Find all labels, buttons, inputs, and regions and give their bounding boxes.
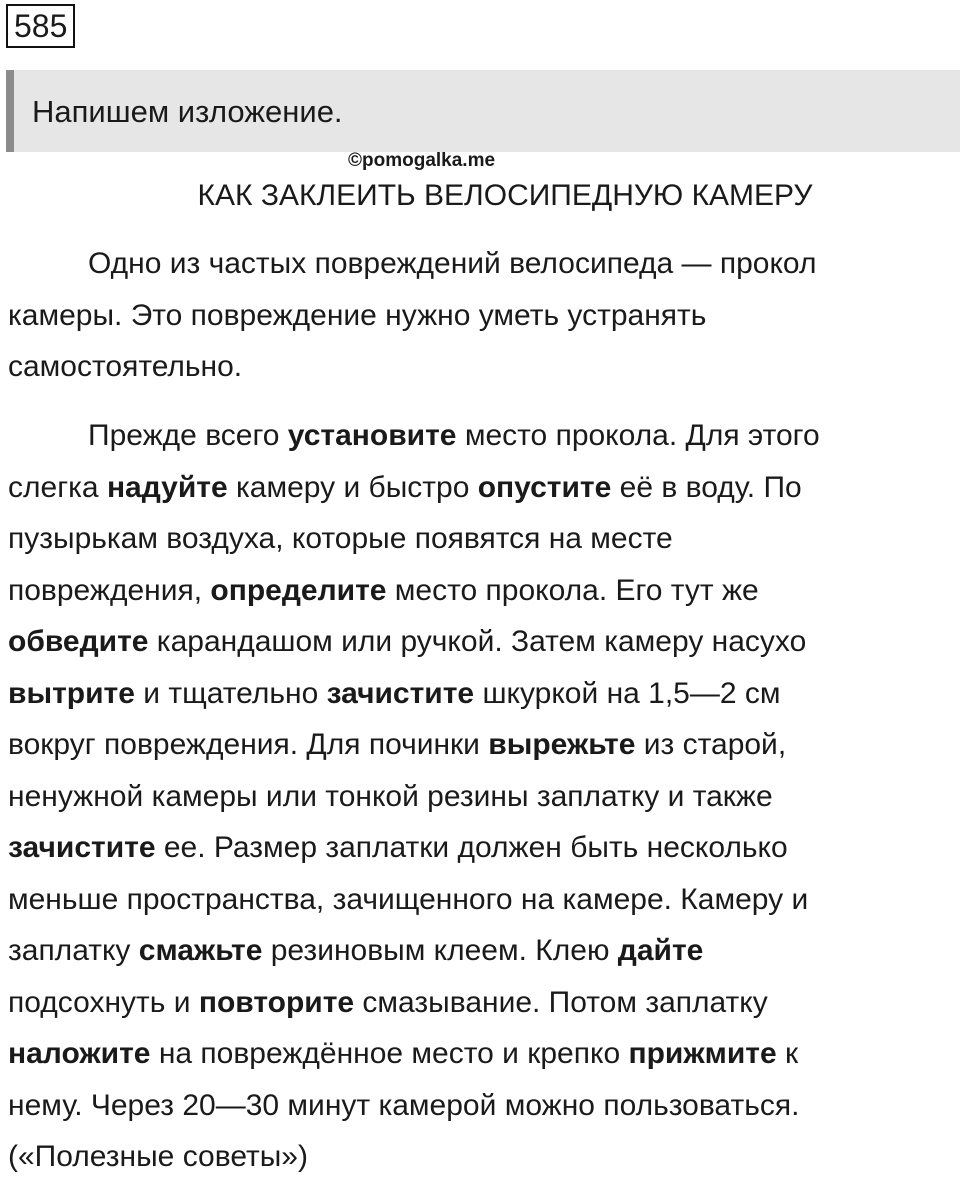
paragraph-1 bbox=[8, 238, 956, 393]
text-line bbox=[8, 925, 956, 977]
text-line bbox=[8, 771, 956, 823]
emphasized-verb: вытрите bbox=[8, 676, 135, 710]
emphasized-verb: вырежьте bbox=[488, 728, 636, 761]
text-line bbox=[8, 1080, 956, 1132]
text-segment: шкуркой на 1,5—2 см bbox=[474, 676, 781, 710]
text-segment: меньше пространства, зачищенного на камере. Камеру и bbox=[8, 882, 809, 916]
text-segment: пузырькам воздуха, которые появятся на месте bbox=[8, 522, 673, 555]
paragraph-2 bbox=[8, 410, 956, 1183]
text-segment: из старой, bbox=[635, 728, 787, 761]
text-segment: место прокола. Его тут же bbox=[386, 573, 759, 607]
text-segment: карандашом или ручкой. Затем камеру насухо bbox=[148, 625, 807, 658]
text-segment: слегка bbox=[8, 470, 107, 504]
text-segment: её в воду. По bbox=[611, 470, 802, 504]
text-segment: камеру и быстро bbox=[227, 470, 478, 504]
task-number: 585 bbox=[6, 4, 75, 48]
emphasized-verb: обведите bbox=[8, 625, 149, 658]
text-line bbox=[8, 874, 956, 926]
text-line bbox=[8, 513, 956, 565]
text-segment: Одно из частых повреждений велосипеда — прокол bbox=[88, 247, 817, 280]
emphasized-verb: прижмите bbox=[628, 1037, 777, 1070]
text-line bbox=[8, 565, 956, 617]
text-segment: самостоятельно. bbox=[8, 350, 243, 383]
watermark: ©pomogalka.me bbox=[348, 150, 496, 171]
emphasized-verb: зачистите bbox=[326, 676, 475, 710]
text-line bbox=[8, 410, 956, 462]
text-segment: на повреждённое место и крепко bbox=[150, 1037, 629, 1070]
text-line bbox=[8, 341, 956, 393]
emphasized-verb: определите bbox=[210, 573, 387, 607]
text-segment: смазывание. Потом заплатку bbox=[354, 985, 768, 1019]
text-line bbox=[8, 719, 956, 771]
text-title: КАК ЗАКЛЕИТЬ ВЕЛОСИПЕДНУЮ КАМЕРУ bbox=[197, 179, 813, 212]
text-segment: («Полезные советы») bbox=[8, 1140, 308, 1173]
emphasized-verb: установите bbox=[287, 419, 457, 452]
text-segment: к bbox=[776, 1037, 799, 1070]
text-line bbox=[8, 1131, 956, 1183]
text-segment: ее. Размер заплатки должен быть несколько bbox=[155, 831, 788, 864]
text-line bbox=[8, 290, 956, 342]
text-segment: вокруг повреждения. Для починки bbox=[8, 728, 489, 761]
text-segment: Прежде всего bbox=[88, 419, 288, 452]
instruction-banner bbox=[6, 70, 960, 152]
emphasized-verb: наложите bbox=[8, 1037, 151, 1070]
text-segment: повреждения, bbox=[8, 573, 211, 607]
text-line bbox=[8, 977, 956, 1029]
instruction-text: Напишем изложение. bbox=[32, 94, 343, 129]
text-line bbox=[8, 238, 956, 290]
emphasized-verb: зачистите bbox=[8, 831, 156, 864]
emphasized-verb: повторите bbox=[198, 985, 355, 1019]
text-segment: нему. Через 20—30 минут камерой можно пользоваться. bbox=[8, 1088, 800, 1122]
emphasized-verb: дайте bbox=[617, 934, 704, 967]
text-line bbox=[8, 462, 956, 514]
text-line bbox=[8, 668, 956, 720]
text-segment: ненужной камеры или тонкой резины заплатку и также bbox=[8, 779, 773, 813]
text-line bbox=[8, 822, 956, 874]
text-segment: и тщательно bbox=[134, 676, 327, 710]
text-segment: место прокола. Для этого bbox=[456, 419, 820, 452]
emphasized-verb: смажьте bbox=[138, 934, 263, 967]
text-segment: заплатку bbox=[8, 934, 139, 967]
text-segment: подсохнуть и bbox=[8, 985, 199, 1019]
emphasized-verb: опустите bbox=[477, 470, 612, 504]
text-line bbox=[8, 1028, 956, 1080]
text-segment: резиновым клеем. Клею bbox=[262, 934, 618, 967]
text-line bbox=[8, 616, 956, 668]
text-segment: камеры. Это повреждение нужно уметь устранять bbox=[8, 298, 707, 332]
emphasized-verb: надуйте bbox=[106, 470, 228, 504]
